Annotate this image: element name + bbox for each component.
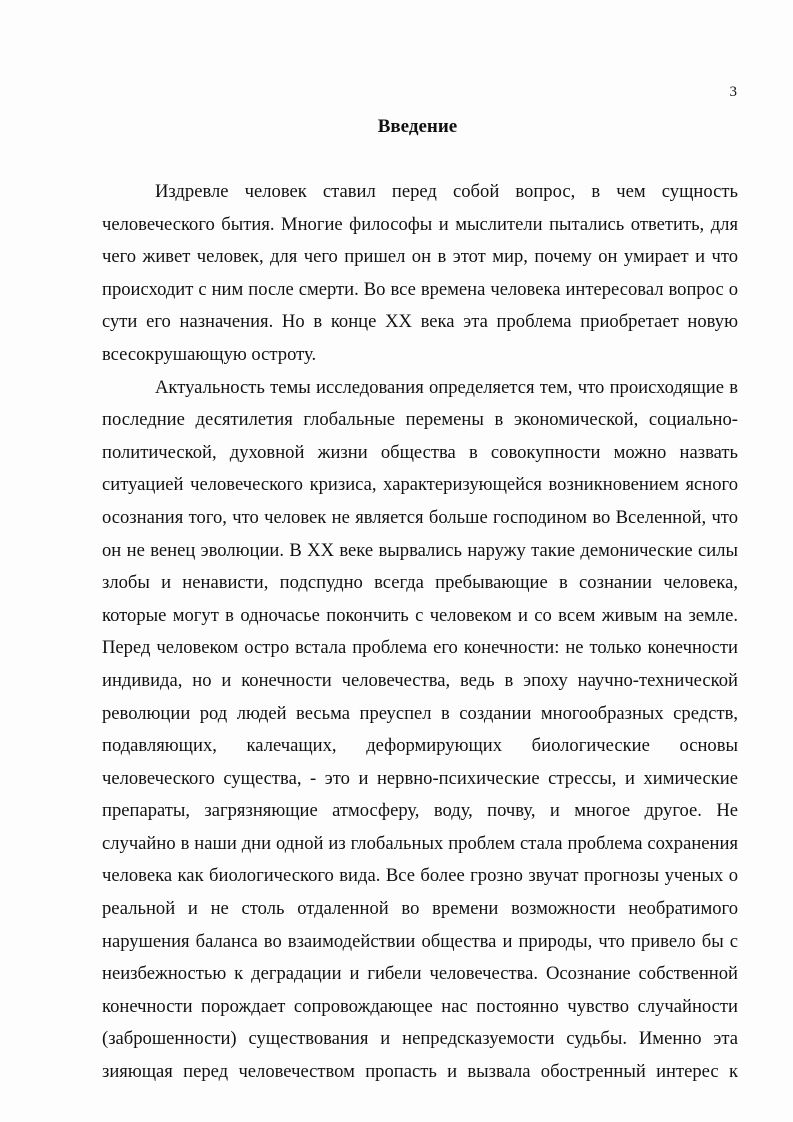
text-line: Перед человеком остро встала проблема его конечности: не только конечности [102,637,738,659]
text-line: ситуацией человеческого кризиса, характеризующейся возникновением ясного [102,474,738,496]
text-line: которые могут в одночасье покончить с человеком и со всем живым на земле. [102,604,738,626]
text-line: политической, духовной жизни общества в совокупности можно назвать [102,441,738,463]
text-line: случайно в наши дни одной из глобальных проблем стала проблема сохранения [102,832,738,854]
page-number: 3 [729,84,737,100]
text-line: зияющая перед человечеством пропасть и вызвала обостренный интерес к [102,1061,738,1083]
text-line: (заброшенности) существования и непредсказуемости судьбы. Именно эта [102,1028,738,1050]
text-line: всесокрушающую остроту. [102,343,317,365]
text-line: осознания того, что человек не является больше господином во Вселенной, что [102,506,738,528]
text-line: реальной и не столь отдаленной во времени возможности необратимого [102,898,738,920]
text-line: Актуальность темы исследования определяется тем, что происходящие в [155,376,738,398]
text-line: препараты, загрязняющие атмосферу, воду, почву, и многое другое. Не [102,800,738,822]
text-line: последние десятилетия глобальные перемены в экономической, социально- [102,409,738,431]
text-line: неизбежностью к деградации и гибели человечества. Осознание собственной [102,963,738,985]
text-line: индивида, но и конечности человечества, ведь в эпоху научно-технической [102,669,738,691]
text-line: сути его назначения. Но в конце XX века эта проблема приобретает новую [102,311,738,333]
text-line: революции род людей весьма преуспел в создании многообразных средств, [102,702,738,724]
text-line: он не венец эволюции. В XX веке вырвались наружу такие демонические силы [102,539,738,561]
text-line: нарушения баланса во взаимодействии общества и природы, что привело бы с [102,930,738,952]
text-line: происходит с ним после смерти. Во все времена человека интересовал вопрос о [102,278,738,300]
text-line: злобы и ненависти, подспудно всегда пребывающие в сознании человека, [102,572,738,594]
text-line: человеческого бытия. Многие философы и мыслители пытались ответить, для [102,213,738,235]
text-line: Издревле человек ставил перед собой вопрос, в чем сущность [155,181,738,202]
text-line: человека как биологического вида. Все более грозно звучат прогнозы ученых о [102,865,738,887]
paragraph [102,372,738,1089]
page-title: Введение [377,116,458,137]
text-line: подавляющих, калечащих, деформирующих биологические основы [102,735,738,757]
body-text [102,176,738,1089]
text-line: человеческого существа, - это и нервно-психические стрессы, и химические [102,767,738,789]
text-line: конечности порождает сопровождающее нас постоянно чувство случайности [102,995,738,1017]
paragraph [102,176,738,372]
text-line: чего живет человек, для чего пришел он в этот мир, почему он умирает и что [102,246,738,268]
